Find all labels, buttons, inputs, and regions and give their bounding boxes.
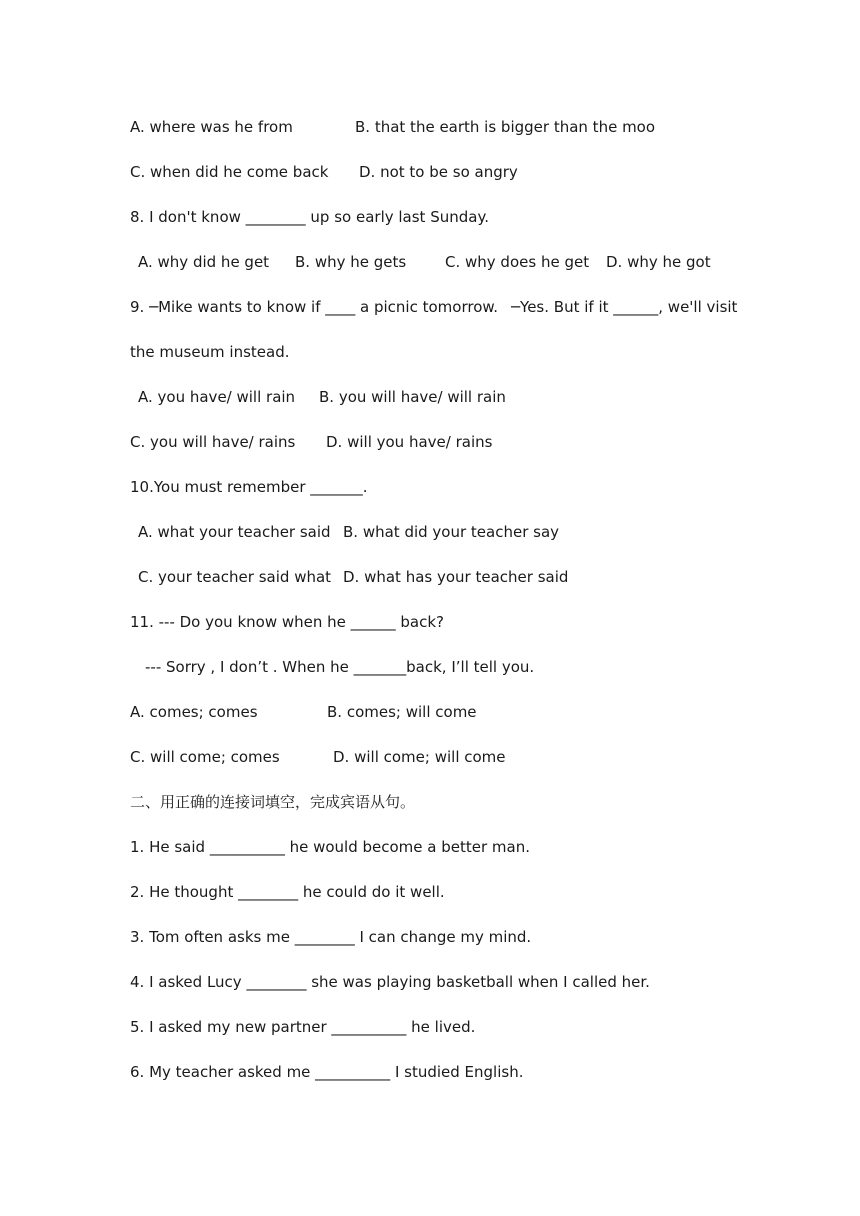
q11-stem-line1: 11. --- Do you know when he ______ back?	[130, 613, 445, 631]
q8-option-c: C. why does he get	[445, 253, 590, 271]
q9-stem-continued	[130, 340, 770, 364]
q9-stem-part2: ─Yes. But if it ______, we'll visit	[511, 298, 738, 316]
q8-option-a: A. why did he get	[138, 253, 270, 271]
fill-blank-item-6: 6. My teacher asked me __________ I studied English.	[130, 1063, 524, 1081]
q7-option-d: D. not to be so angry	[359, 163, 518, 181]
q7-options-row-2	[130, 160, 770, 184]
fill-blank-item	[130, 925, 770, 949]
q7-option-b: B. that the earth is bigger than the moo	[355, 118, 656, 136]
q10-options-row-2	[130, 565, 770, 589]
q10-option-c: C. your teacher said what	[138, 568, 332, 586]
section-2-heading	[130, 790, 770, 814]
q11-stem-response	[130, 655, 770, 679]
q8-options	[130, 250, 770, 274]
q7-options-row-1	[130, 115, 770, 139]
fill-blank-item-2: 2. He thought ________ he could do it well.	[130, 883, 445, 901]
fill-blank-item-1: 1. He said __________ he would become a better man.	[130, 838, 530, 856]
q11-option-d: D. will come; will come	[333, 748, 506, 766]
q10-option-d: D. what has your teacher said	[343, 568, 569, 586]
q11-stem	[130, 610, 770, 634]
fill-blank-item-5: 5. I asked my new partner __________ he lived.	[130, 1018, 476, 1036]
q9-stem-line2: the museum instead.	[130, 343, 290, 361]
q11-options-row-2	[130, 745, 770, 769]
q8-stem-text: 8. I don't know ________ up so early last Sunday.	[130, 208, 489, 226]
fill-blank-item	[130, 970, 770, 994]
fill-blank-item-3: 3. Tom often asks me ________ I can change my mind.	[130, 928, 532, 946]
section-2-heading-text: 二、用正确的连接词填空，完成宾语从句。	[130, 793, 416, 811]
q7-option-a: A. where was he from	[130, 118, 293, 136]
q8-option-b: B. why he gets	[295, 253, 407, 271]
q9-options-row-2	[130, 430, 770, 454]
q10-options-row-1	[130, 520, 770, 544]
q9-option-b: B. you will have/ will rain	[319, 388, 506, 406]
fill-blank-item	[130, 1060, 770, 1084]
q10-stem	[130, 475, 770, 499]
q9-option-d: D. will you have/ rains	[326, 433, 493, 451]
q8-option-d: D. why he got	[606, 253, 711, 271]
q11-option-a: A. comes; comes	[130, 703, 258, 721]
q11-options-row-1	[130, 700, 770, 724]
q9-stem-part1: 9. ─Mike wants to know if ____ a picnic tomorrow.	[130, 298, 499, 316]
fill-blank-item-4: 4. I asked Lucy ________ she was playing basketball when I called her.	[130, 973, 650, 991]
fill-blank-item	[130, 880, 770, 904]
q10-option-b: B. what did your teacher say	[343, 523, 560, 541]
q11-option-c: C. will come; comes	[130, 748, 280, 766]
q10-stem-text: 10.You must remember _______.	[130, 478, 368, 496]
q9-options-row-1	[130, 385, 770, 409]
fill-blank-item	[130, 835, 770, 859]
q7-option-c: C. when did he come back	[130, 163, 329, 181]
q8-stem	[130, 205, 770, 229]
q11-stem-line2: --- Sorry , I don’t . When he _______back, I’ll tell you.	[145, 658, 535, 676]
q11-option-b: B. comes; will come	[327, 703, 477, 721]
q10-option-a: A. what your teacher said	[138, 523, 331, 541]
fill-blank-item	[130, 1015, 770, 1039]
q9-option-a: A. you have/ will rain	[138, 388, 296, 406]
q9-option-c: C. you will have/ rains	[130, 433, 296, 451]
q9-stem	[130, 295, 770, 319]
